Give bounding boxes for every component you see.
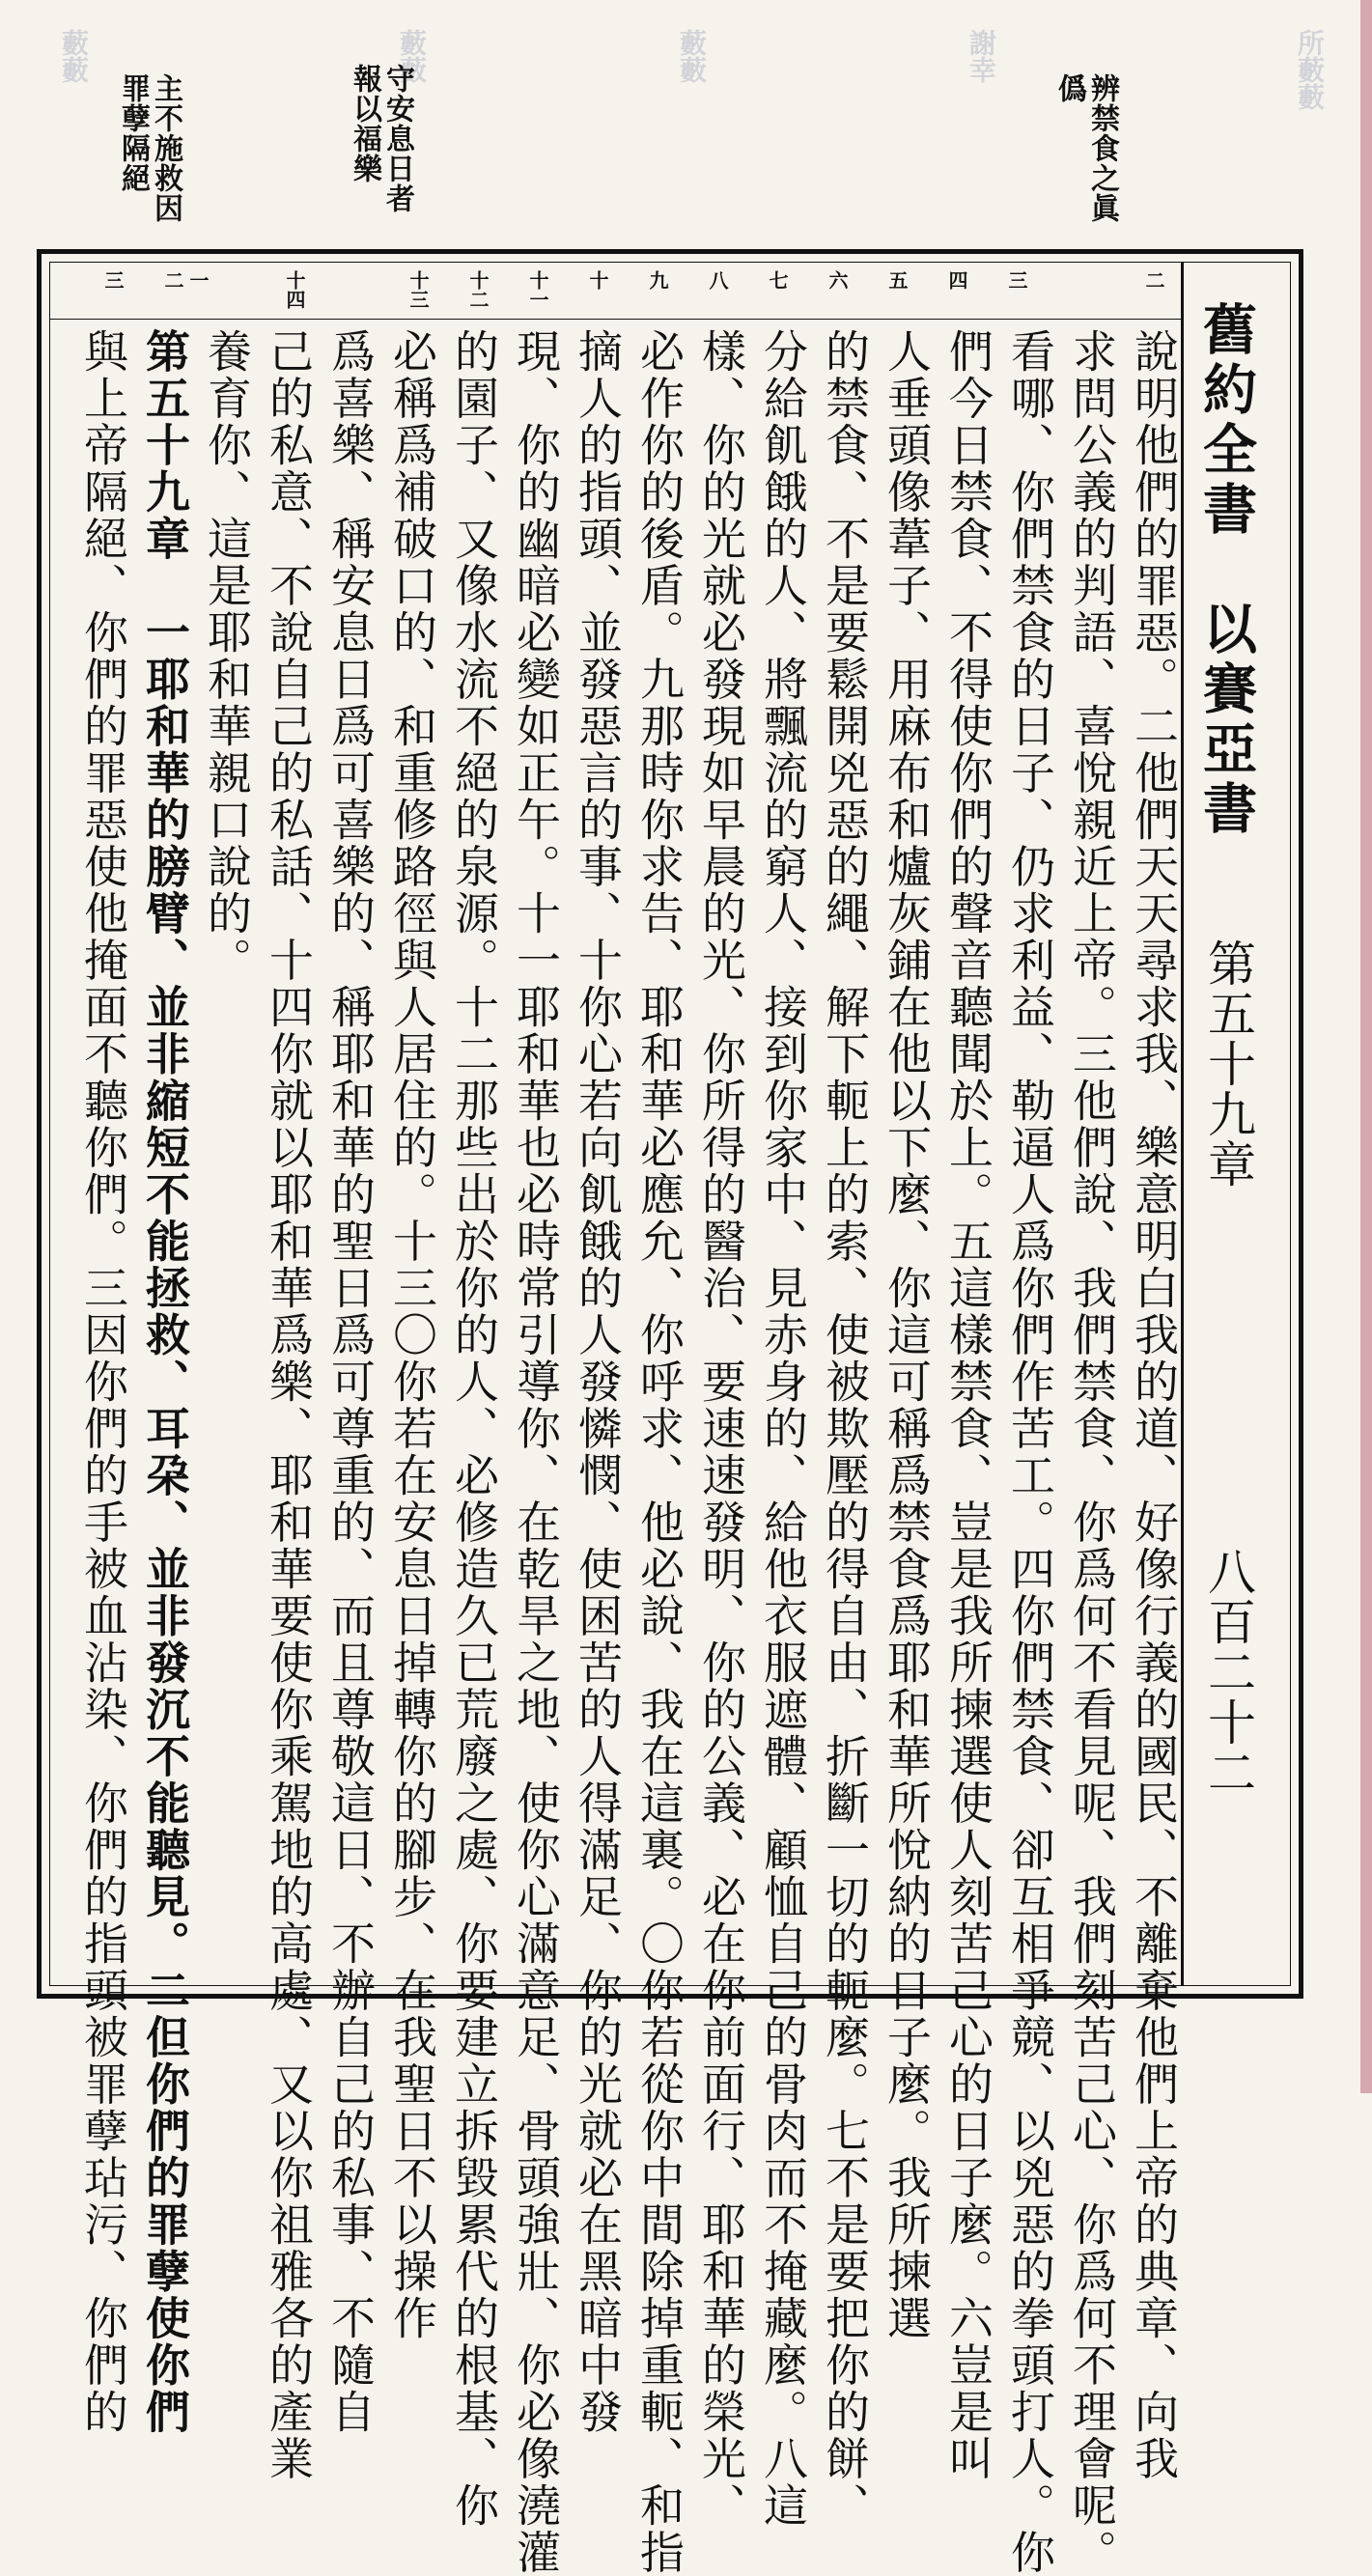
text-column: 第五十九章 一耶和華的膀臂、並非縮短不能拯救、耳朶、並非發沉不能聽見。二但你們的罪孽使你們: [139, 328, 191, 2436]
verse-number: 三: [1005, 270, 1028, 290]
text-column: 分給飢餓的人、將飄流的窮人、接到你家中、見赤身的、給他衣服遮體、顧恤自己的骨肉而不掩藏麼。八這: [757, 328, 809, 2530]
bleed-through-ghost: 藪藪: [58, 29, 90, 83]
page-edge: [1360, 0, 1372, 2093]
bleed-through-ghost: 所藪藪: [1294, 29, 1326, 110]
verse-number: 二: [161, 270, 184, 290]
text-column: 與上帝隔絕、你們的罪惡使他掩面不聽你們。三因你們的手被血沾染、你們的指頭被罪孽玷污、你們的: [77, 328, 129, 2436]
text-column: 養育你、這是耶和華親口說的。: [201, 328, 253, 984]
text-column: 人垂頭像葦子、用麻布和爐灰鋪在他以下麼、你這可稱爲禁食爲耶和華所悅納的日子麼。我所揀選: [881, 328, 933, 2342]
page-number: 八百二十二: [1200, 1547, 1256, 1798]
text-column: 看哪、你們禁食的日子、仍求利益、勒逼人爲你們作苦工。四你們禁食、卻互相爭競、以兇惡的拳頭打人。你: [1004, 328, 1056, 2576]
margin-note: 辨禁食之眞僞: [1052, 73, 1119, 223]
book-title: 舊約全書 以賽亞書: [1194, 301, 1258, 840]
chapter-title: 第五十九章: [1200, 938, 1256, 1190]
text-column: 必稱爲補破口的、和重修路徑與人居住的。十三〇你若在安息日掉轉你的腳步、在我聖日不以操作: [386, 328, 438, 2342]
text-column: 們今日禁食、不得使你們的聲音聽聞於上。五這樣禁食、豈是我所揀選使人刻苦己心的日子麼。六豈是叫: [942, 328, 994, 2482]
verse-number: 八: [706, 270, 729, 290]
verse-number: 五: [885, 270, 909, 290]
text-column: 爲喜樂、稱安息日爲可喜樂的、稱耶和華的聖日爲可尊重的、而且尊敬這日、不辦自己的私事、不隨自: [324, 328, 377, 2436]
frame-inner: [49, 262, 1291, 2576]
verse-number: 二: [1142, 270, 1165, 290]
running-header: [1181, 263, 1290, 1985]
top-margin-notes: [0, 29, 1372, 241]
verse-number: 四: [945, 270, 968, 290]
bleed-through-ghost: 藪藪: [676, 29, 708, 83]
bleed-through-ghost: 藪藪: [396, 29, 428, 83]
text-column: 摘人的指頭、並發惡言的事、十你心若向飢餓的人發憐憫、使困苦的人得滿足、你的光就必在黑暗中發: [572, 328, 624, 2436]
scripture-text: [50, 319, 1184, 2576]
margin-note: 守安息日者報以福樂: [348, 64, 414, 213]
text-column: 求問公義的判語、喜悅親近上帝。三他們說、我們禁食、你爲何不看見呢、我們刻苦己心、你爲何不理會呢。: [1066, 328, 1118, 2576]
margin-note: 主不施救因罪孽隔絕: [116, 73, 182, 223]
verse-number-strip: [50, 263, 1184, 320]
text-column: 必作你的後盾。九那時你求告、耶和華必應允、你呼求、他必說、我在這裏。〇你若從你中間除掉重軛、和指: [633, 328, 686, 2576]
text-column: 樣、你的光就必發現如早晨的光、你所得的醫治、要速速發明、你的公義、必在你前面行、耶和華的榮光、: [695, 328, 747, 2530]
verse-number: 三: [101, 270, 125, 290]
verse-number: 十三: [406, 270, 430, 309]
text-column: 現、你的幽暗必變如正午。十一耶和華也必時常引導你、在乾旱之地、使你心滿意足、骨頭強壯、你必像澆灌: [510, 328, 562, 2576]
verse-number: 七: [766, 270, 789, 290]
text-column: 說明他們的罪惡。二他們天天尋求我、樂意明白我的道、好像行義的國民、不離棄他們上帝的典章、向我: [1128, 328, 1180, 2482]
verse-number: 十二: [466, 270, 490, 309]
verse-number: 九: [646, 270, 669, 290]
text-frame: [37, 249, 1303, 2576]
verse-number: 十四: [283, 270, 306, 309]
text-column: 己的私意、不說自己的私話、十四你就以耶和華爲樂、耶和華要使你乘駕地的高處、又以你祖雅各的產業: [263, 328, 315, 2482]
bleed-through-ghost: 謝幸: [966, 29, 997, 83]
text-column: 的園子、又像水流不絕的泉源。十二那些出於你的人、必修造久已荒廢之處、你要建立拆毀累代的根基、你: [448, 328, 500, 2530]
verse-number: 十一: [526, 270, 549, 309]
text-column: 的禁食、不是要鬆開兇惡的繩、解下軛上的索、使被欺壓的得自由、折斷一切的軛麼。七不是要把你的餅、: [819, 328, 871, 2530]
verse-number: 六: [826, 270, 849, 290]
verse-number: 一: [186, 270, 210, 290]
verse-number: 十: [586, 270, 609, 290]
